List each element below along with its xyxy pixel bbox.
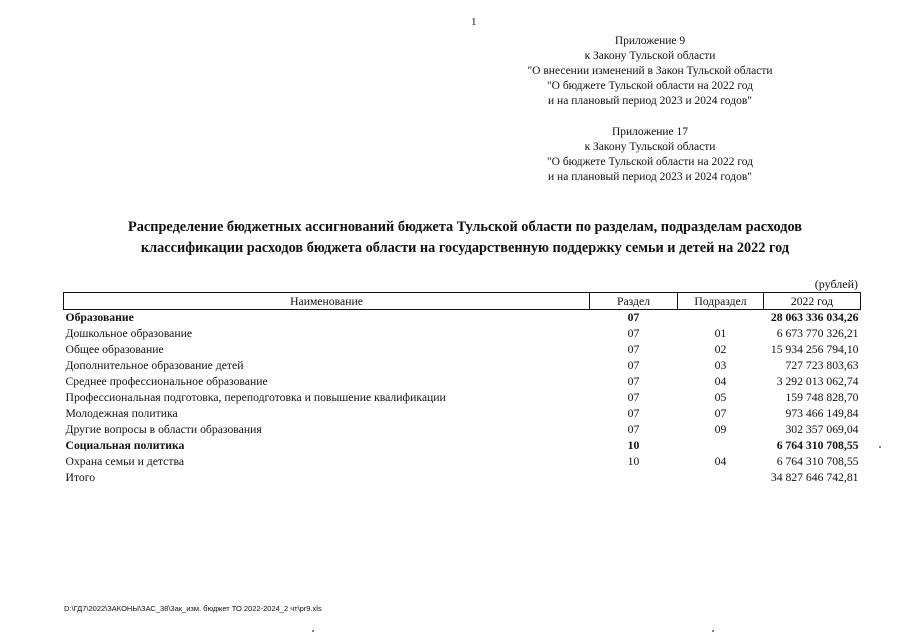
footer-file-path: D:\ГД7\2022\ЗАКОНЫ\ЗАС_38\3ак_изм. бюджет ТО 2022-2024_2 чт\pr9.xls	[64, 604, 322, 613]
scan-speck	[879, 446, 881, 448]
row-name: Охрана семьи и детства	[65, 455, 185, 468]
annex-17-header	[500, 125, 800, 185]
header-year: 2022 год	[764, 293, 861, 310]
annex-9-line: Приложение 9	[614, 35, 686, 47]
annex-9-header	[500, 34, 800, 109]
row-section: 07	[627, 391, 640, 404]
document-title-line-1: Распределение бюджетных ассигнований бюджета Тульской области по разделам, подразделам расходов	[128, 219, 802, 235]
row-section: 07	[627, 407, 640, 420]
table-row	[64, 454, 861, 470]
row-name: Среднее профессиональное образование	[65, 375, 268, 388]
row-amount: 727 723 803,63	[785, 359, 859, 372]
row-name: Другие вопросы в области образования	[65, 423, 262, 436]
budget-table	[63, 292, 861, 486]
row-amount: 6 673 770 326,21	[776, 327, 859, 340]
page-number: 1	[471, 16, 477, 28]
row-subsection	[678, 438, 764, 454]
annex-9-line: к Закону Тульской области	[584, 50, 716, 62]
row-name: Общее образование	[65, 343, 164, 356]
row-name: Дополнительное образование детей	[65, 359, 244, 372]
row-subsection: 04	[714, 455, 727, 468]
table-row	[64, 390, 861, 406]
row-name: Профессиональная подготовка, переподготовка и повышение квалификации	[65, 391, 446, 404]
table-row	[64, 470, 861, 486]
header-name: Наименование	[64, 293, 590, 310]
row-section: 07	[627, 359, 640, 372]
row-subsection: 01	[714, 327, 727, 340]
table-body	[64, 310, 861, 487]
table-header-row	[64, 293, 861, 310]
table-row	[64, 310, 861, 327]
row-section	[590, 470, 678, 486]
row-amount: 973 466 149,84	[785, 407, 859, 420]
scan-speck	[712, 630, 714, 632]
row-amount: 6 764 310 708,55	[776, 455, 859, 468]
row-subsection: 04	[714, 375, 727, 388]
row-section: 07	[590, 310, 678, 327]
row-subsection	[678, 310, 764, 327]
row-subsection: 09	[714, 423, 727, 436]
row-section: 10	[627, 439, 640, 452]
document-title-line-2: классификации расходов бюджета области на государственную поддержку семьи и детей на 2022 год	[140, 240, 790, 256]
table-row	[64, 406, 861, 422]
table-row	[64, 342, 861, 358]
annex-9-line: "О внесении изменений в Закон Тульской области	[527, 65, 773, 77]
row-section: 07	[627, 343, 640, 356]
table-row	[64, 358, 861, 374]
row-amount: 302 357 069,04	[785, 423, 859, 436]
annex-17-line: к Закону Тульской области	[584, 141, 716, 153]
table-row	[64, 326, 861, 342]
row-subsection: 02	[714, 343, 727, 356]
row-amount: 15 934 256 794,10	[770, 343, 859, 356]
row-subsection: 03	[714, 359, 727, 372]
row-section: 07	[627, 375, 640, 388]
row-amount: 159 748 828,70	[785, 391, 859, 404]
table-row	[64, 438, 861, 454]
table-row	[64, 374, 861, 390]
table-row	[64, 422, 861, 438]
header-subsection: Подраздел	[678, 293, 764, 310]
annex-17-line: Приложение 17	[611, 126, 689, 138]
row-name: Социальная политика	[65, 439, 185, 452]
row-amount: 28 063 336 034,26	[764, 310, 861, 327]
annex-17-line: "О бюджете Тульской области на 2022 год	[546, 156, 754, 168]
row-amount: 6 764 310 708,55	[776, 439, 859, 452]
header-section: Раздел	[590, 293, 678, 310]
row-subsection: 07	[714, 407, 727, 420]
row-name: Дошкольное образование	[65, 327, 193, 340]
annex-9-line: "О бюджете Тульской области на 2022 год	[546, 80, 754, 92]
row-section: 07	[627, 423, 640, 436]
row-amount: 34 827 646 742,81	[770, 471, 859, 484]
row-section: 10	[627, 455, 640, 468]
units-label: (рублей)	[814, 277, 858, 291]
row-name: Итого	[65, 471, 96, 484]
document-title	[60, 217, 870, 259]
row-subsection	[678, 470, 764, 486]
row-name: Образование	[64, 310, 590, 327]
row-subsection: 05	[714, 391, 727, 404]
annex-17-line: и на плановый период 2023 и 2024 годов"	[548, 171, 752, 183]
row-amount: 3 292 013 062,74	[776, 375, 859, 388]
annex-9-line: и на плановый период 2023 и 2024 годов"	[548, 95, 752, 107]
row-name: Молодежная политика	[65, 407, 178, 420]
scan-speck	[312, 630, 314, 632]
row-section: 07	[627, 327, 640, 340]
